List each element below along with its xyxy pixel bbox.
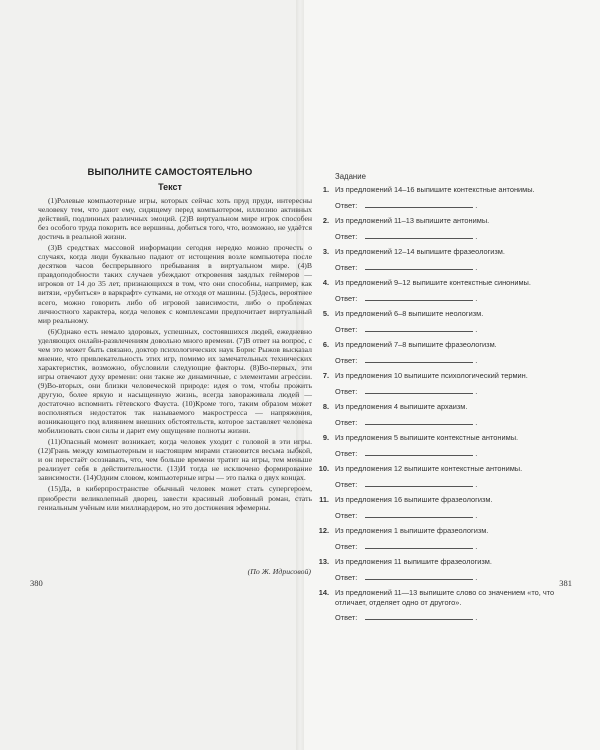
- task-question: Из предложений 9–12 выпишите контекстные синонимы.: [335, 278, 531, 287]
- text-subtitle: Текст: [158, 182, 182, 192]
- answer-line[interactable]: [365, 262, 473, 270]
- task-item: [313, 247, 581, 278]
- paragraph: (15)Да, в киберпространстве обычный человек может стать супергероем, приобрести великолепный дворец, завести красивый любовный роман, стать гениальным учёным или миллиардером, но это достижения эфемерны.: [38, 484, 312, 512]
- task-item: [313, 557, 581, 588]
- task-question: Из предложений 11—13 выпишите слово со значением «то, что отличает, отделяет одно от другого».: [335, 588, 555, 607]
- answer-row: Ответ: .: [335, 263, 478, 272]
- task-item: [313, 185, 581, 216]
- answer-line[interactable]: [365, 355, 473, 363]
- answer-row: Ответ: .: [335, 613, 478, 622]
- answer-line[interactable]: [365, 200, 473, 208]
- task-number: 1.: [322, 185, 329, 194]
- answer-row: Ответ: .: [335, 573, 478, 582]
- answer-line[interactable]: [365, 386, 473, 394]
- answer-row: Ответ: .: [335, 511, 478, 520]
- answer-row: Ответ: .: [335, 294, 478, 303]
- answer-row: Ответ: .: [335, 201, 478, 210]
- answer-label: Ответ:: [335, 449, 358, 458]
- page-title: ВЫПОЛНИТЕ САМОСТОЯТЕЛЬНО: [87, 167, 253, 178]
- task-question: Из предложений 14–16 выпишите контекстные антонимы.: [335, 185, 535, 194]
- task-question: Из предложений 11–13 выпишите антонимы.: [335, 216, 490, 225]
- answer-label: Ответ:: [335, 511, 358, 520]
- answer-row: Ответ: .: [335, 542, 478, 551]
- answer-line[interactable]: [365, 479, 473, 487]
- answer-line[interactable]: [365, 293, 473, 301]
- answer-row: Ответ: .: [335, 480, 478, 489]
- tasks-header: Задание: [335, 172, 366, 181]
- answer-row: Ответ: .: [335, 418, 478, 427]
- task-item: [313, 216, 581, 247]
- answer-label: Ответ:: [335, 387, 358, 396]
- task-question: Из предложения 10 выпишите психологический термин.: [335, 371, 528, 380]
- answer-line[interactable]: [365, 324, 473, 332]
- task-question: Из предложений 6–8 выпишите неологизм.: [335, 309, 484, 318]
- answer-row: Ответ: .: [335, 387, 478, 396]
- page-number-right: 381: [559, 578, 572, 588]
- answer-line[interactable]: [365, 448, 473, 456]
- task-item: [313, 433, 581, 464]
- answer-label: Ответ:: [335, 232, 358, 241]
- answer-row: Ответ: .: [335, 232, 478, 241]
- task-question: Из предложения 16 выпишите фразеологизм.: [335, 495, 493, 504]
- task-question: Из предложения 12 выпишите контекстные антонимы.: [335, 464, 523, 473]
- answer-line[interactable]: [365, 417, 473, 425]
- task-item: [313, 464, 581, 495]
- task-item: [313, 526, 581, 557]
- paragraph: (1)Ролевые компьютерные игры, которых сейчас хоть пруд пруди, интересны человеку тем, что дают ему, сидящему перед компьютером, иллюзию активных действий, подлинных различных эмоций. (2)В виртуальном мире игрок способен без особого труда покорить все вершины, добиться того, что, возможно, не удаётся достичь в реальной жизни.: [38, 196, 312, 242]
- task-number: 4.: [322, 278, 329, 287]
- reading-text: [38, 196, 312, 514]
- answer-label: Ответ:: [335, 573, 358, 582]
- task-number: 10.: [318, 464, 329, 473]
- task-question: Из предложения 5 выпишите контекстные антонимы.: [335, 433, 519, 442]
- task-question: Из предложений 7–8 выпишите фразеологизм.: [335, 340, 497, 349]
- answer-label: Ответ:: [335, 263, 358, 272]
- answer-label: Ответ:: [335, 613, 358, 622]
- answer-label: Ответ:: [335, 418, 358, 427]
- task-number: 14.: [318, 588, 329, 597]
- answer-row: Ответ: .: [335, 325, 478, 334]
- answer-label: Ответ:: [335, 480, 358, 489]
- task-question: Из предложения 4 выпишите архаизм.: [335, 402, 468, 411]
- answer-line[interactable]: [365, 231, 473, 239]
- task-item: [313, 402, 581, 433]
- paragraph: (11)Опасный момент возникает, когда человек уходит с головой в эти игры. (12)Грань между компьютерным и настоящим мирами становится весьма зыбкой, и он перестаёт осознавать, что, чем больше времени тратит на игры, тем меньше реализует себя в действительности. (13)И тогда не исключено формирование зависимости. (14)Одним словом, компьютерные игры — это палка о двух концах.: [38, 437, 312, 483]
- task-question: Из предложения 11 выпишите фразеологизм.: [335, 557, 492, 566]
- answer-line[interactable]: [365, 612, 473, 620]
- task-number: 11.: [319, 495, 329, 504]
- answer-label: Ответ:: [335, 201, 358, 210]
- task-number: 5.: [322, 309, 329, 318]
- paragraph: (6)Однако есть немало здоровых, успешных, состоявшихся людей, ежедневно уделяющих онлайн-развлечениям довольно много времени. (7)В ответ на вопрос, с чем это может быть связано, доктор психологических наук Борис Рыжов высказал мнение, что привлекательность этих игр, помимо их замечательных технических характеристик, возможно, обусловили следующие факторы. (8)Во-первых, эти игры отвечают духу времени: они также же динамичные, с элементами агрессии. (9)Во-вторых, они близки человеческой природе: идея о том, чтобы прожить другую, более яркую и насыщенную жизнь, всегда завораживала людей — достаточно вспомнить гётевского Фауста. (10)Кроме того, таким образом может восполняться недостаток так называемого макростресса — напряжения, возникающего под влиянием внешних обстоятельств, которое заставляет человека мобилизовать свои силы и дарит ему ощущение полноты жизни.: [38, 326, 312, 436]
- task-item: [313, 371, 581, 402]
- answer-row: Ответ: .: [335, 356, 478, 365]
- task-number: 12.: [318, 526, 329, 535]
- paragraph: (3)В средствах массовой информации сегодня нередко можно прочесть о случаях, когда люди буквально падают от истощения возле компьютера после десятков часов беспрерывного пребывания в виртуальном мире. (4)В правдоподобности таких случаев убеждают откровения заядлых геймеров — игроков от 14 до 35 лет, признающихся в том, что они способны, например, как витязи, «рубиться» в варкрафт» сутками, не отходя от машины. (5)Здесь, вероятнее всего, можно говорить либо об игровой зависимости, либо о проблемах личностного характера, когда человек с комплексами предпочитает виртуальный мир реальному.: [38, 243, 312, 325]
- answer-label: Ответ:: [335, 294, 358, 303]
- task-number: 2.: [322, 216, 329, 225]
- answer-row: Ответ: .: [335, 449, 478, 458]
- task-item: [313, 340, 581, 371]
- page-number-left: 380: [30, 578, 43, 588]
- task-number: 8.: [322, 402, 329, 411]
- task-number: 3.: [322, 247, 329, 256]
- task-list: [313, 185, 581, 628]
- task-item: [313, 588, 581, 628]
- answer-line[interactable]: [365, 510, 473, 518]
- task-number: 6.: [322, 340, 329, 349]
- text-author: (По Ж. Идрисовой): [247, 567, 311, 576]
- answer-label: Ответ:: [335, 356, 358, 365]
- task-item: [313, 278, 581, 309]
- task-number: 7.: [322, 371, 329, 380]
- task-question: Из предложения 1 выпишите фразеологизм.: [335, 526, 489, 535]
- answer-label: Ответ:: [335, 542, 358, 551]
- task-number: 9.: [322, 433, 329, 442]
- answer-label: Ответ:: [335, 325, 358, 334]
- task-question: Из предложений 12–14 выпишите фразеологизм.: [335, 247, 505, 256]
- task-number: 13.: [318, 557, 329, 566]
- task-item: [313, 495, 581, 526]
- answer-line[interactable]: [365, 541, 473, 549]
- task-item: [313, 309, 581, 340]
- answer-line[interactable]: [365, 572, 473, 580]
